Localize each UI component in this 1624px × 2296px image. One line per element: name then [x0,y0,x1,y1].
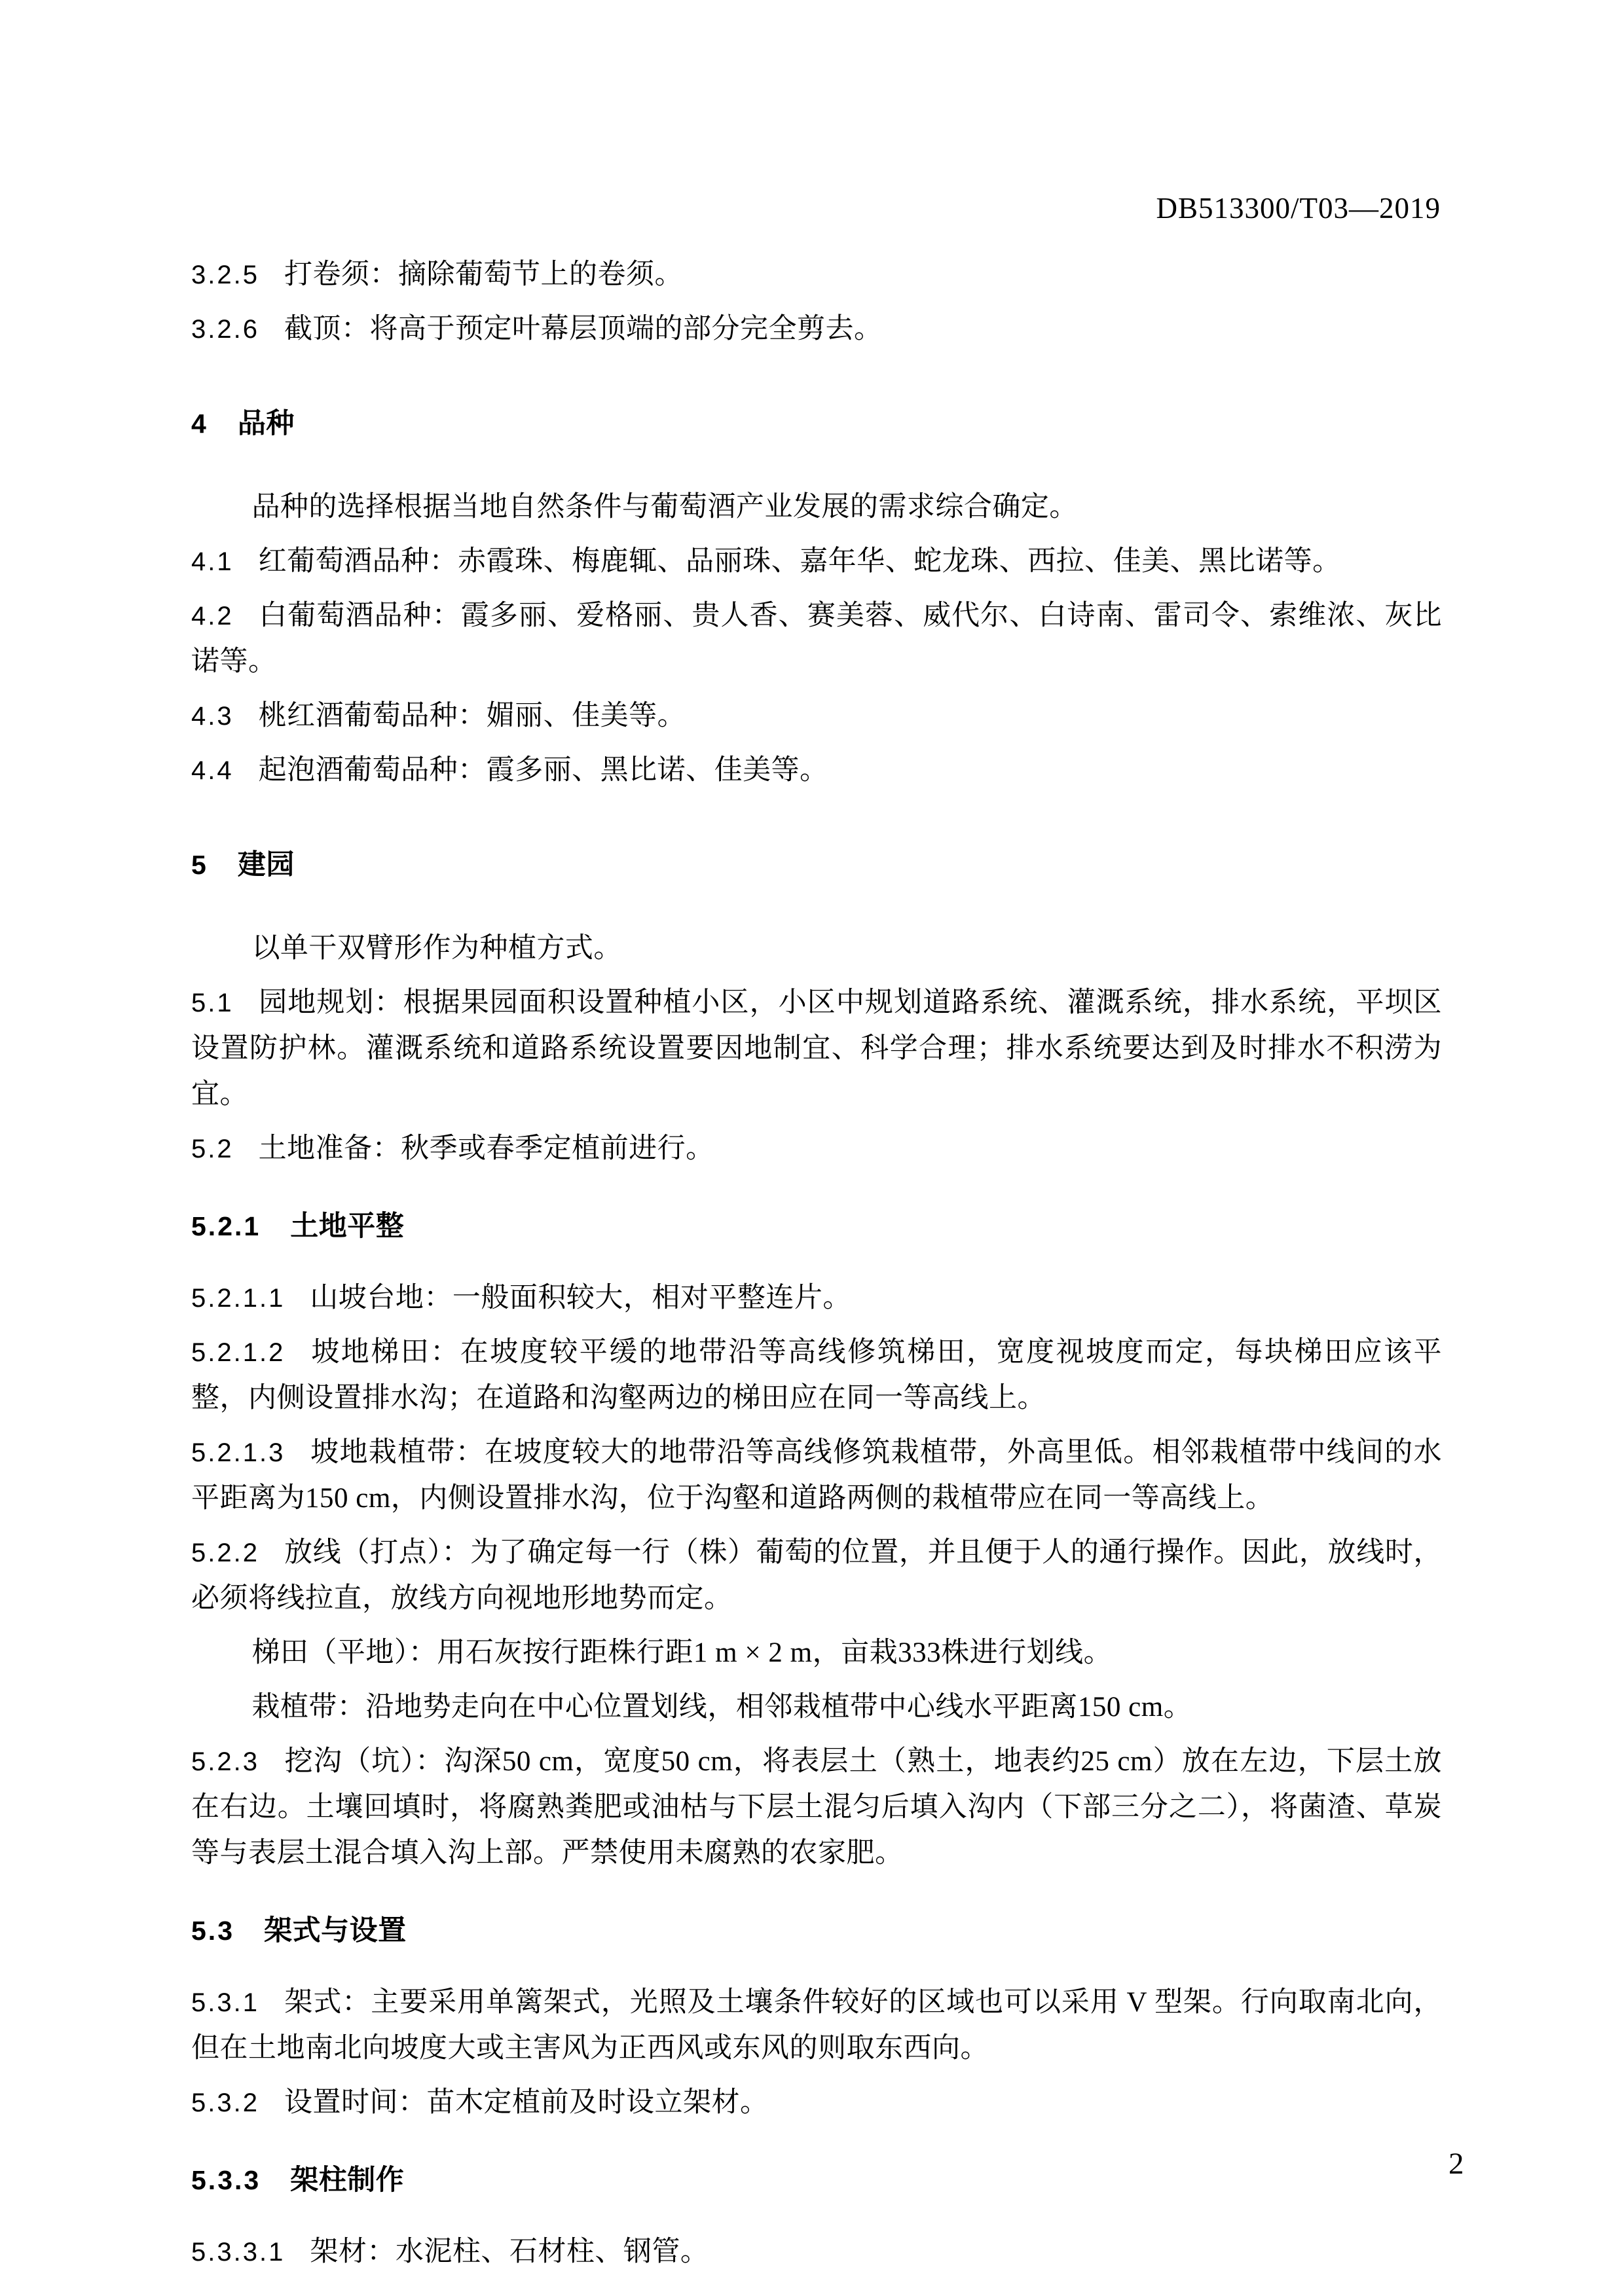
clause-text: 红葡萄酒品种：赤霞珠、梅鹿辄、品丽珠、嘉年华、蛇龙珠、西拉、佳美、黑比诺等。 [258,546,1341,577]
clause-text: 截顶：将高于预定叶幕层顶端的部分完全剪去。 [284,314,883,344]
document-body [191,244,1442,2284]
clause-number: 4.3 [191,702,234,731]
section-heading-4 [191,401,1442,446]
section-heading-5 [191,842,1442,888]
clause-number: 5.3.2 [191,2088,259,2117]
section-heading-5-2-1 [191,1203,1442,1249]
heading-number: 5.3.3 [191,2165,261,2195]
heading-text: 建园 [237,849,295,881]
clause-text: 土地准备：秋季或春季定植前进行。 [258,1133,714,1164]
section-heading-5-3 [191,1908,1442,1954]
clause-5-2-1-2 [191,1330,1442,1421]
paragraph-planting-strip-layout: 栽植带：沿地势走向在中心位置划线，相邻栽植带中心线水平距离150 cm。 [251,1692,1192,1722]
clause-number: 5.3.1 [191,1988,259,2017]
section-heading-5-3-3 [191,2157,1442,2203]
paragraph-planting-mode: 以单干双臂形作为种植方式。 [251,933,622,964]
clause-text: 山坡台地：一般面积较大，相对平整连片。 [310,1283,851,1313]
clause-text: 设置时间：苗木定植前及时设立架材。 [284,2087,769,2118]
heading-number: 5 [191,850,208,880]
clause-text: 架式：主要采用单篱架式，光照及土壤条件较好的区域也可以采用 V 型架。行向取南北向，但在土地南北向坡度大或主害风为正西风或东风的则取东西向。 [191,1987,1442,2064]
clause-3-2-5 [191,252,1442,298]
clause-5-3-2 [191,2080,1442,2126]
clause-4-3 [191,693,1442,739]
clause-5-2-1-1 [191,1275,1442,1321]
heading-number: 5.2.1 [191,1211,261,1241]
heading-number: 4 [191,409,208,439]
clause-4-4 [191,748,1442,793]
clause-5-2-3 [191,1739,1442,1876]
clause-number: 4.1 [191,547,234,576]
clause-text: 桃红酒葡萄品种：媚丽、佳美等。 [258,701,686,731]
clause-text: 架材：水泥柱、石材柱、钢管。 [310,2236,709,2267]
clause-text: 打卷须：摘除葡萄节上的卷须。 [284,259,683,290]
clause-number: 4.4 [191,756,234,785]
clause-text: 坡地梯田：在坡度较平缓的地带沿等高线修筑梯田，宽度视坡度而定，每块梯田应该平整，内侧设置排水沟；在道路和沟壑两边的梯田应在同一等高线上。 [191,1337,1442,1413]
heading-text: 架式与设置 [264,1915,407,1946]
clause-number: 5.1 [191,989,234,1017]
heading-text: 品种 [237,408,295,439]
clause-number: 5.2.1.2 [191,1338,286,1367]
heading-number: 5.3 [191,1916,234,1946]
clause-4-1 [191,539,1442,585]
clause-number: 4.2 [191,602,234,630]
document-code-header: DB513300/T03—2019 [1156,192,1441,225]
paragraph-variety-intro: 品种的选择根据当地自然条件与葡萄酒产业发展的需求综合确定。 [251,492,1078,522]
clause-number: 3.2.5 [191,261,259,289]
clause-text: 挖沟（坑）：沟深50 cm，宽度50 cm，将表层土（熟土，地表约25 cm）放在左边，下层土放在右边。土壤回填时，将腐熟粪肥或油枯与下层土混匀后填入沟内（下部三分之二），将菌渣、草炭等与表层土混合填入沟上部。严禁使用未腐熟的农家肥。 [191,1746,1442,1868]
clause-text: 放线（打点）：为了确定每一行（株）葡萄的位置，并且便于人的通行操作。因此，放线时，必须将线拉直，放线方向视地形地势而定。 [191,1537,1442,1614]
clause-number: 3.2.6 [191,315,259,344]
clause-5-3-3-1 [191,2229,1442,2275]
clause-text: 起泡酒葡萄品种：霞多丽、黑比诺、佳美等。 [258,755,828,786]
clause-text: 坡地栽植带：在坡度较大的地带沿等高线修筑栽植带，外高里低。相邻栽植带中线间的水平距离为150 cm，内侧设置排水沟，位于沟壑和道路两侧的栽植带应在同一等高线上。 [191,1437,1442,1514]
clause-5-2 [191,1126,1442,1172]
clause-text: 园地规划：根据果园面积设置种植小区，小区中规划道路系统、灌溉系统，排水系统，平坝区设置防护林。灌溉系统和道路系统设置要因地制宜、科学合理；排水系统要达到及时排水不积涝为宜。 [191,987,1442,1110]
clause-number: 5.2 [191,1135,234,1163]
heading-text: 土地平整 [290,1211,405,1242]
clause-number: 5.2.3 [191,1747,259,1776]
clause-5-3-1 [191,1980,1442,2071]
page-number: 2 [1449,2147,1464,2181]
clause-number: 5.2.2 [191,1539,259,1567]
clause-number: 5.3.3.1 [191,2238,286,2267]
clause-5-1 [191,980,1442,1118]
heading-text: 架柱制作 [290,2164,405,2196]
clause-number: 5.2.1.3 [191,1438,286,1467]
clause-text: 白葡萄酒品种：霞多丽、爱格丽、贵人香、赛美蓉、威代尔、白诗南、雷司令、索维浓、灰比诺等。 [191,600,1442,677]
clause-5-2-1-3 [191,1430,1442,1522]
clause-3-2-6 [191,306,1442,352]
clause-number: 5.2.1.1 [191,1284,286,1313]
paragraph-terrace-layout: 梯田（平地）：用石灰按行距株行距1 m × 2 m，亩栽333株进行划线。 [251,1637,1113,1668]
clause-5-2-2 [191,1530,1442,1622]
clause-4-2 [191,593,1442,685]
